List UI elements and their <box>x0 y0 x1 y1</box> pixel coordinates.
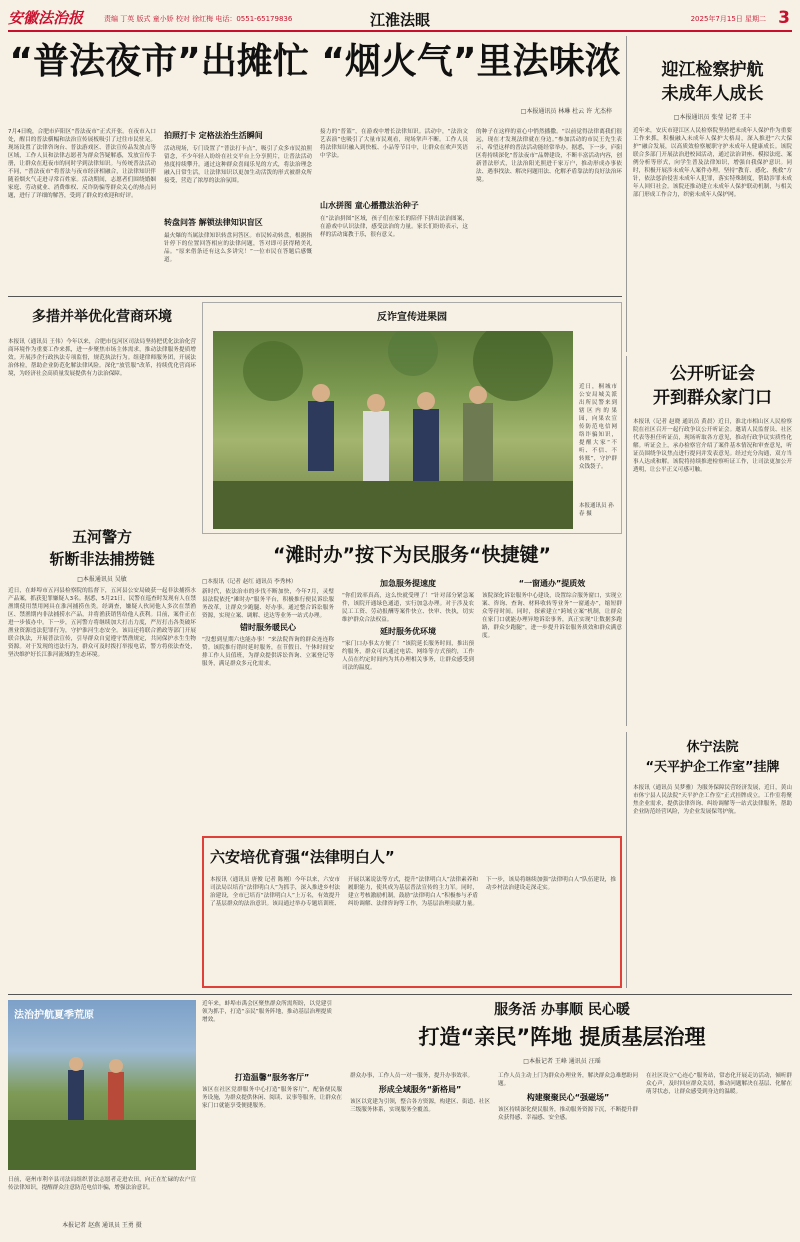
lead-column-1: 7月4日晚，合肥市庐阳区“普法夜市”正式开张。在夜市入口处，醒目的普法横幅和法治宣传展板吸引了过往市民驻足。现场设置了法律咨询台、普法游戏区、普法宣传品发放点等区域，工作人员和法律志愿者为群众答疑解惑，发放宣传手册，让群众在逛夜市的同时学到法律知识。与传统普法活动不同，“普法夜市”将普法与夜市经济相融合，让法律知识伴随着烟火气走进寻常百姓家。活动期间，志愿者们围绕婚姻家庭、劳动就业、消费维权、反诈防骗等群众关心的热点问题，进行了详细的解答，受到了群众的欢迎和好评。 <box>8 129 156 199</box>
grassroots-subhead-3: 构建聚聚民心“强磁场” <box>526 1093 610 1102</box>
lead-column-4: 的种子在这样的童心中悄然播撒。“以前觉得法律离我们很远，现在才发现法律就在身边。”参加活动的市民王先生表示，希望这样的普法活动能经常举办。据悉，下一步，庐阳区将持续深化“普法夜市”品牌建设，不断丰富活动内容，创新普法形式，让法治阳光照进千家万户，推动形成办事依法、遇事找法、解决问题用法、化解矛盾靠法的良好法治环境。 <box>476 129 622 183</box>
lead-headline: “普法夜市”出摊忙 “烟火气”里法味浓 <box>9 41 621 82</box>
business-story <box>8 302 196 512</box>
grassroots-column-2 <box>350 1072 490 1232</box>
business-body: 本报讯（通讯员 王伟）今年以来，合肥市包河区司法局坚持把优化法治化营商环境作为重要工作来抓，进一步聚焦市场主体需求，推动法律服务提质增效。开展涉企行政执法专项监督，规范执法行为。组建律师服务团，开展法治体检，帮助企业防范化解法律风险。深化“放管服”改革，持续优化营商环境，为经济社会高质量发展提供有力法治保障。 <box>8 339 196 377</box>
shortcut-column-3 <box>482 578 622 830</box>
shortcut-column-2 <box>342 578 474 830</box>
bottom-photo-title: 法治护航夏季荒原 <box>14 1010 94 1021</box>
side-story-byline: □本报通讯员 张莹 记者 王丰 <box>673 114 752 121</box>
business-headline: 多措并举优化营商环境 <box>32 309 172 325</box>
lead-column-2 <box>164 128 312 294</box>
side-story-headline: 迎江检察护航 未成年人成长 <box>661 60 764 104</box>
fishing-body: 近日，在蚌埠市五河县检察院的监督下，五河县公安局破获一起非法捕捞水产品案，抓获犯罪嫌疑人3名。据悉，5月21日，民警在巡查时发现有人在禁渔期使用禁用网具在淮河捕捞鱼类。经调查，嫌疑人伙同他人多次在禁渔区、禁渔期内非法捕捞水产品，并将渔获销售给他人获利。目前，案件正在进一步侦办中。下一步，五河警方将继续加大打击力度，严厉打击各类破坏渔业资源违法犯罪行为，守护淮河生态安全。该局还将联合渔政等部门开展联合执法，开展普法宣传，引导群众自觉遵守禁渔规定，共同保护水生生物资源。对于发现的违法行为，群众可及时拨打举报电话，警方将依法查处，坚决维护好长江淮河流域的生态环境。 <box>8 588 196 658</box>
shortcut-byline: □本报讯（记者 赵红 通讯员 李秀林） <box>202 579 297 585</box>
lead-text-photo: 活动现场，专门设置了“普法打卡点”，吸引了众多市民拍照留念，不少年轻人纷纷在社交平台上分享照片，让普法活动热度持续攀升。通过这种群众喜闻乐见的方式，将法治理念融入日常生活，让法律知识以更加生动活泼的形式被群众所接受，营造了浓厚的法治氛围。 <box>164 146 312 184</box>
lead-subhead-puzzle: 山水拼图 童心播撒法治种子 <box>320 201 419 210</box>
fishing-story <box>8 518 196 980</box>
shortcut-text-3: 该院深化诉讼服务中心建设，设置综合服务窗口，实现立案、咨询、查询、材料收转等业务“一窗通办”，缩短群众等待时间。同时，探索建立“跨域立案”机制，让群众在家门口就能办理异地诉讼事务，真正实现“让数据多跑路，群众少跑腿”，进一步提升诉讼服务质效和群众满意度。 <box>482 593 622 639</box>
law-understanding-story <box>202 836 622 988</box>
photo-feature-credit: 本报通讯员 孙春 摄 <box>579 503 614 517</box>
grassroots-service-story <box>202 1000 792 1232</box>
publish-date: 2025年7月15日 星期二 <box>690 15 766 23</box>
law-understanding-body: 本报讯（通讯员 唐俊 记者 陈刚）今年以来，六安市司法局以培育“法律明白人”为抓手，深入推进乡村法治建设，全市已培育“法律明白人”上万名，有效提升了基层群众的法治意识。该局通过举办专题培训班、开展以案说法等方式，提升“法律明白人”法律素养和履职能力，使其成为基层普法宣传的主力军。同时，建立考核激励机制，鼓励“法律明白人”积极参与矛盾纠纷调解、法律咨询等工作，为基层治理贡献力量。下一步，该局将继续加强“法律明白人”队伍建设，推动乡村法治建设走深走实。 <box>210 877 616 907</box>
newspaper-logo: 安徽法治报 <box>8 9 84 27</box>
photo-feature-title: 反诈宣传进果园 <box>377 312 447 323</box>
shortcut-column-1 <box>202 578 334 830</box>
grassroots-kicker: 服务活 办事顺 民心暖 <box>494 1002 630 1018</box>
lead-column-3 <box>320 128 468 294</box>
divider-line <box>8 296 622 297</box>
grassroots-text-1: 该区在社区党群服务中心打造“服务客厅”，配备便民服务设施，为群众提供休闲、阅读、议事等服务，让群众在家门口就能享受便捷服务。 <box>202 1087 342 1109</box>
grassroots-intro: 近年来，蚌埠市禹会区聚焦群众所需所盼，以党建引领为抓手，打造“亲民”服务阵地，推动基层治理提质增效。 <box>202 1001 332 1023</box>
hearing-story <box>626 356 792 726</box>
bottom-photo-caption: 日前，亳州市利辛县司法局组织普法志愿者走进农田，向正在忙碌的农户宣传法律知识，提醒群众注意防范电信诈骗，增强法治意识。 <box>8 1177 196 1191</box>
shortcut-subhead-2: 加急服务提速度 <box>380 579 436 588</box>
photo-feature-caption: 近日，桐城市公安局城关派出所民警来到辖区内的果园，向果农宣传防范电信网络诈骗知识，提醒大家“不听、不信、不转账”，守护群众钱袋子。 <box>579 384 617 470</box>
side-story-procuratorate <box>626 36 792 352</box>
shortcut-subhead-1: 错时服务暖民心 <box>240 623 296 632</box>
shortcut-text-2b: “家门口办事太方便了！”该院延长服务时间，推出预约服务，群众可以通过电话、网络等方式预约，工作人员在约定时间内为其办理相关事务，让群众感受到司法的温度。 <box>342 641 474 671</box>
fishing-headline: 五河警方 斩断非法捕捞链 <box>49 528 155 568</box>
field-photo <box>8 1000 196 1170</box>
photo-feature <box>202 302 622 534</box>
section-title: 江淮法眼 <box>369 11 430 29</box>
shortcut-subhead-4: “一窗通办”提质效 <box>518 579 586 588</box>
editor-info: 责编 丁英 版式 童小娇 校对 徐红梅 电话：0551-65179836 <box>104 15 293 23</box>
grassroots-subhead-2: 形成全域服务“新格局” <box>378 1085 462 1094</box>
grassroots-column-3 <box>498 1072 638 1232</box>
hearing-body: 本报讯（记者 赵晓 通讯员 黄晨）近日，淮北市相山区人民检察院在社区召开一起行政争议公开听证会。邀请人民监督员、社区代表等担任听证员，现场听取各方意见，推动行政争议实质性化解。听证会上，承办检察官介绍了案件基本情况和审查意见，听证员围绕争议焦点进行提问并发表意见。经过充分沟通，双方当事人达成和解。该院将持续推进检察听证工作，让司法更加公开透明，让公平正义可感可触。 <box>633 419 792 473</box>
side-story-body: 近年来，安庆市迎江区人民检察院坚持把未成年人保护作为重要工作来抓，积极融入未成年人保护大格局，深入推进“六大保护”融合发展，以高质效检察履职守护未成年人健康成长。该院联合多部门开展法治进校园活动，通过法治讲座、模拟法庭、案例分析等形式，向学生普及法律知识，增强自我保护意识。同时，积极开展涉未成年人案件办理，坚持“教育、感化、挽救”方针，依法惩治侵害未成年人犯罪，落实特殊制度，帮助涉罪未成年人回归社会。该院还推动建立未成年人保护联动机制，与相关部门形成工作合力，织密未成年人保护网。 <box>633 128 792 198</box>
law-understanding-headline: 六安培优育强“法律明白人” <box>210 848 395 866</box>
grassroots-column-1 <box>202 1068 342 1232</box>
hearing-headline: 公开听证会 开到群众家门口 <box>653 364 772 408</box>
service-shortcut-story <box>202 540 622 830</box>
grassroots-subhead-1: 打造温馨“服务客厅” <box>234 1073 310 1082</box>
lead-text-3: 接力的“普篮”，在游戏中增长法律知识。活动中，“法治文艺表演”也吸引了大量市民观看，现场掌声不断。工作人员将法律知识融入到快板、小品等节目中，让群众在欢声笑语中学法。 <box>320 129 468 159</box>
page-header <box>8 8 792 32</box>
court-studio-body: 本报讯（通讯员 吴梦雅）为服务保障民营经济发展，近日，黄山市休宁县人民法院“天平护企工作室”正式挂牌成立。工作室将聚焦企业需求，提供法律咨询、纠纷调解等一站式法律服务，帮助企业防范经营风险，为企业发展保驾护航。 <box>633 785 792 815</box>
grassroots-text-2b: 该区以党建为引领，整合各方资源，构建区、街道、社区三级服务体系，实现服务全覆盖。 <box>350 1099 490 1113</box>
field-scene-image <box>8 1000 196 1170</box>
bottom-photo-feature <box>8 1000 196 1232</box>
orchard-photo <box>213 331 573 529</box>
fishing-byline: □本报通讯员 吴敏 <box>77 576 127 583</box>
shortcut-text-2: “你们效率真高，这么快就受理了！”针对部分紧急案件，该院开通绿色通道，实行加急办理。对于涉及农民工工资、劳动报酬等案件快立、快审、快执，切实维护群众合法权益。 <box>342 593 474 623</box>
lead-text-puzzle: 在“法治拼图”区域，孩子们在家长的陪伴下拼出法治图案，在游戏中认识法律，感受法治的力量。家长们纷纷表示，这样的活动寓教于乐，很有意义。 <box>320 216 468 238</box>
grassroots-text-3: 工作人员主动上门为群众办理业务，解决群众急难愁盼问题。 <box>498 1073 638 1087</box>
lead-text-quiz: 最火爆的当属法律知识转盘问答区。市民转动转盘，根据指针停下的位置回答相应的法律问题，答对即可获得精美礼品。“原来借条还有这么多讲究！”一位市民在答题后感慨道。 <box>164 233 312 263</box>
shortcut-text-1b: “没想到星期六也能办事！”来法院咨询的群众连连称赞。该院推行错时延时服务，在节假日、午休时间安排工作人员值班，为群众提供诉讼咨询、立案登记等服务，满足群众多元化需求。 <box>202 637 334 667</box>
orchard-scene-image <box>213 331 573 529</box>
shortcut-subhead-3: 延时服务优环境 <box>380 627 436 636</box>
court-studio-headline: 休宁法院 “天平护企工作室”挂牌 <box>645 740 780 775</box>
court-studio-story <box>626 732 792 988</box>
lead-subhead-quiz: 转盘问答 解锁法律知识盲区 <box>164 218 263 227</box>
lead-story <box>8 36 622 294</box>
grassroots-headline: 打造“亲民”阵地 提质基层治理 <box>418 1025 706 1049</box>
grassroots-text-2: 群众办事，工作人员一对一服务，提升办事效率。 <box>350 1073 474 1079</box>
lead-subhead-photo: 拍照打卡 定格法治生活瞬间 <box>164 131 263 140</box>
grassroots-byline: □本报记者 王峰 通讯员 汪瑶 <box>523 1058 601 1065</box>
page-number: 3 <box>778 8 790 28</box>
shortcut-text-1: 新时代，依法治市的步伐不断加快，今年7月，灵璧县法院依托“滩时办”服务平台，积极推行便民诉讼服务改革，让群众少跑腿、好办事。通过整合诉讼服务资源，实现立案、调解、送达等业务一站式办理。 <box>202 589 334 619</box>
shortcut-headline: “滩时办”按下为民服务“快捷键” <box>273 544 551 566</box>
grassroots-text-3b: 该区持续深化便民服务，推动服务资源下沉，不断提升群众获得感、幸福感、安全感。 <box>498 1107 638 1121</box>
grassroots-column-4: 在社区设立“心连心”服务站，常态化开展走访活动，倾听群众心声，及时回应群众关切，推动问题解决在基层、化解在萌芽状态，让群众感受到身边的温暖。 <box>646 1073 792 1095</box>
lead-byline: □本报通讯员 林琳 杜云 许 尤杰梓 <box>520 108 612 115</box>
bottom-photo-credit: 本报记者 赵燕 通讯员 王勇 摄 <box>62 1222 142 1229</box>
divider-line-bottom <box>8 994 792 995</box>
